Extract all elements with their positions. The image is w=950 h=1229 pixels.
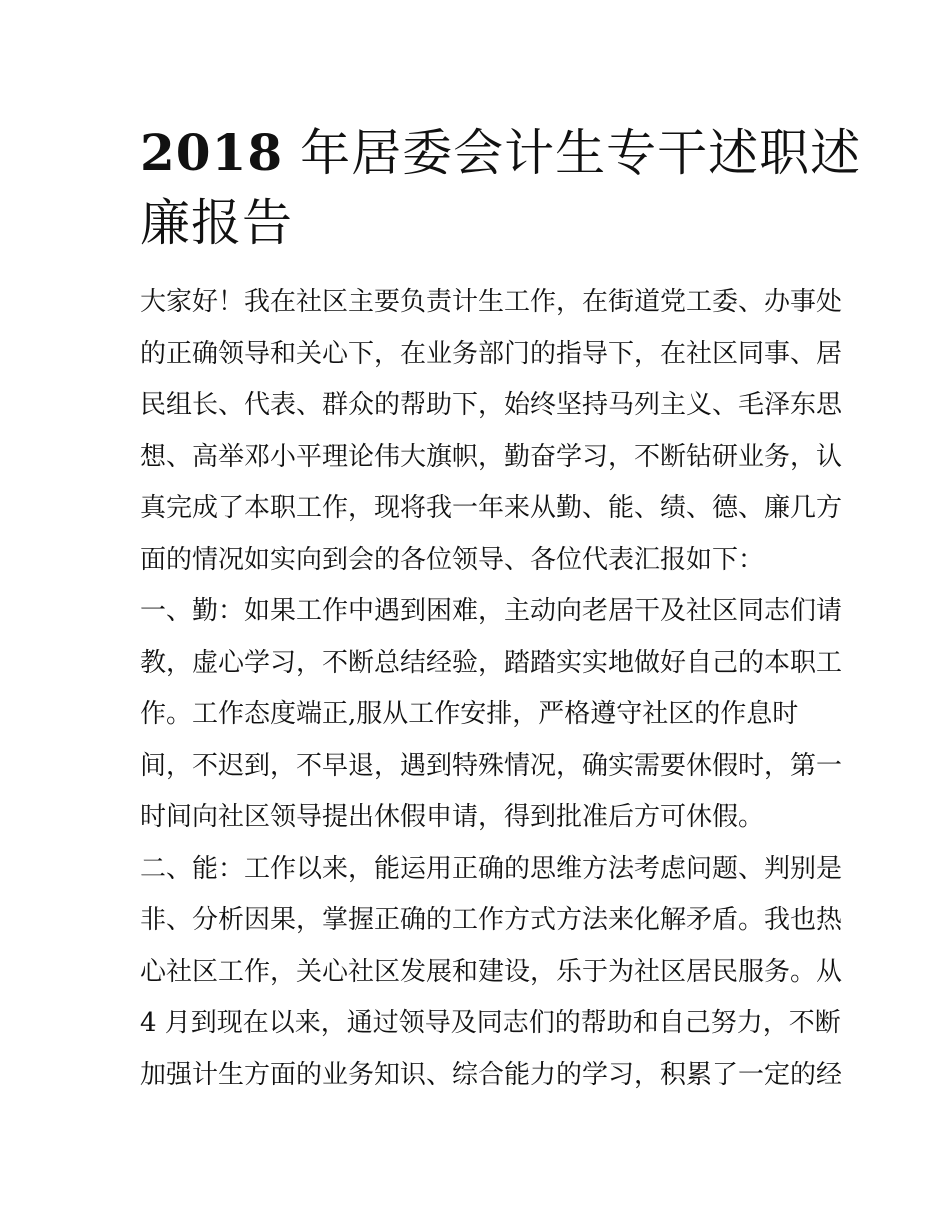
body-line: 大家好！我在社区主要负责计生工作，在街道党工委、办事处 xyxy=(140,287,843,317)
body-line: 想、高举邓小平理论伟大旗帜，勤奋学习，不断钻研业务，认 xyxy=(140,441,843,472)
body-line: 非、分析因果，掌握正确的工作方式方法来化解矛盾。我也热 xyxy=(140,905,843,935)
body-line: 真完成了本职工作，现将我一年来从勤、能、绩、德、廉几方 xyxy=(140,493,843,523)
title-line-1-text: 年居委会计生专干述职述 xyxy=(283,124,862,182)
document-body xyxy=(140,277,843,1101)
body-line: 一、勤：如果工作中遇到困难，主动向老居干及社区同志们请 xyxy=(140,596,843,626)
body-line: 教，虚心学习，不断总结经验，踏踏实实地做好自己的本职工 xyxy=(140,647,843,678)
body-line: 二、能：工作以来，能运用正确的思维方法考虑问题、判别是 xyxy=(140,853,843,884)
body-line: 加强计生方面的业务知识、综合能力的学习，积累了一定的经 xyxy=(140,1059,843,1090)
body-line: 心社区工作，关心社区发展和建设，乐于为社区居民服务。从 xyxy=(140,956,843,987)
title-line-2: 廉报告 xyxy=(140,194,293,252)
body-line: 4 月到现在以来，通过领导及同志们的帮助和自己努力，不断 xyxy=(140,1008,841,1038)
title-line-1 xyxy=(140,118,862,188)
title-year: 2018 xyxy=(140,123,284,182)
body-line: 面的情况如实向到会的各位领导、各位代表汇报如下： xyxy=(140,544,765,575)
body-line: 的正确领导和关心下，在业务部门的指导下，在社区同事、居 xyxy=(140,338,843,369)
body-line: 作。工作态度端正,服从工作安排，严格遵守社区的作息时 xyxy=(140,699,799,729)
body-line: 民组长、代表、群众的帮助下，始终坚持马列主义、毛泽东思 xyxy=(140,390,843,420)
body-line: 时间向社区领导提出休假申请，得到批准后方可休假。 xyxy=(140,802,765,832)
document-title xyxy=(140,118,862,258)
body-line: 间，不迟到，不早退，遇到特殊情况，确实需要休假时，第一 xyxy=(140,750,843,781)
